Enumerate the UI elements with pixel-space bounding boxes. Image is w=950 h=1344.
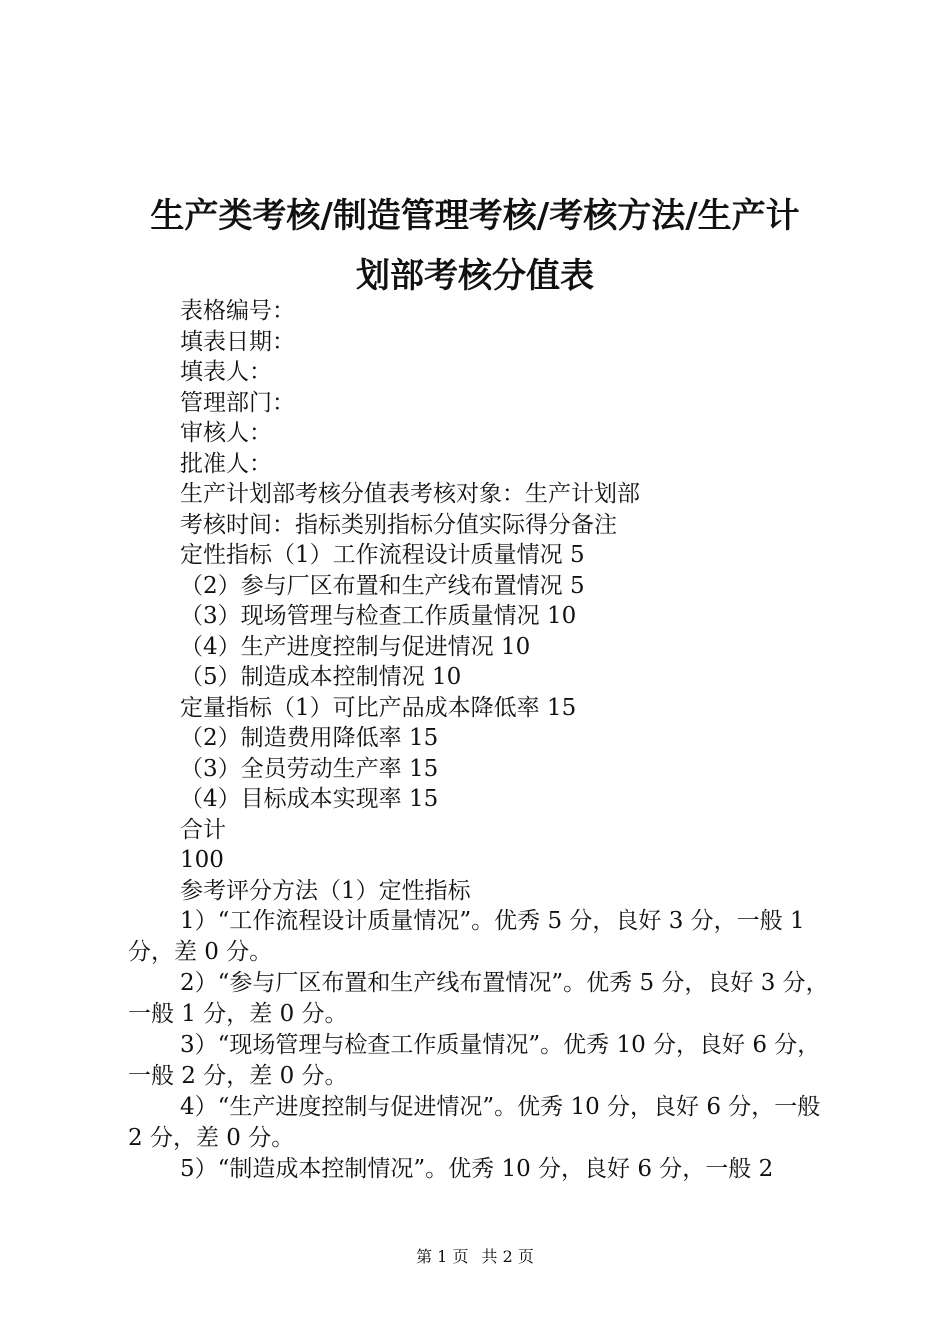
table-row: 定性指标（1）工作流程设计质量情况 5	[180, 542, 585, 568]
document-title-line-2: 划部考核分值表	[356, 256, 594, 296]
table-row: （2）参与厂区布置和生产线布置情况 5	[180, 572, 585, 599]
paragraph: 2）“参与厂区布置和生产线布置情况”。优秀 5 分，良好 3 分，一般 1 分，差 0 分。	[128, 970, 829, 1027]
document-title-line-1: 生产类考核/制造管理考核/考核方法/生产计	[150, 196, 800, 236]
field-fill-date: 填表日期：	[180, 328, 295, 355]
page-total: 共 2 页	[481, 1247, 534, 1266]
table-heading: 生产计划部考核分值表考核对象：生产计划部	[180, 481, 640, 507]
table-row: 定量指标（1）可比产品成本降低率 15	[180, 694, 577, 721]
field-reviewer: 审核人：	[180, 420, 272, 446]
field-approver: 批准人：	[180, 450, 272, 477]
section-heading: 参考评分方法（1）定性指标	[180, 877, 471, 904]
table-row: （3）现场管理与检查工作质量情况 10	[180, 603, 577, 629]
table-row: （5）制造成本控制情况 10	[180, 664, 462, 690]
page-footer	[0, 1244, 950, 1267]
table-row: （2）制造费用降低率 15	[180, 725, 439, 751]
field-filler: 填表人：	[180, 359, 272, 385]
page-number: 第 1 页	[416, 1247, 469, 1266]
table-row: （4）生产进度控制与促进情况 10	[180, 633, 531, 660]
paragraph: 5）“制造成本控制情况”。优秀 10 分，良好 6 分，一般 2	[180, 1156, 774, 1182]
total-label: 合计	[180, 816, 226, 843]
paragraph: 3）“现场管理与检查工作质量情况”。优秀 10 分，良好 6 分，一般 2 分，差 0 分。	[128, 1032, 821, 1089]
table-row: （4）目标成本实现率 15	[180, 786, 439, 812]
paragraph: 4）“生产进度控制与促进情况”。优秀 10 分，良好 6 分，一般 2 分，差 0 分。	[128, 1094, 821, 1151]
table-row: （3）全员劳动生产率 15	[180, 755, 439, 782]
paragraph: 1）“工作流程设计质量情况”。优秀 5 分，良好 3 分，一般 1 分，差 0 分。	[128, 908, 805, 965]
field-department: 管理部门：	[180, 389, 295, 416]
total-value: 100	[180, 847, 224, 873]
field-form-number: 表格编号：	[180, 298, 295, 324]
document-body	[128, 296, 840, 1185]
table-columns: 考核时间：指标类别指标分值实际得分备注	[180, 511, 617, 538]
